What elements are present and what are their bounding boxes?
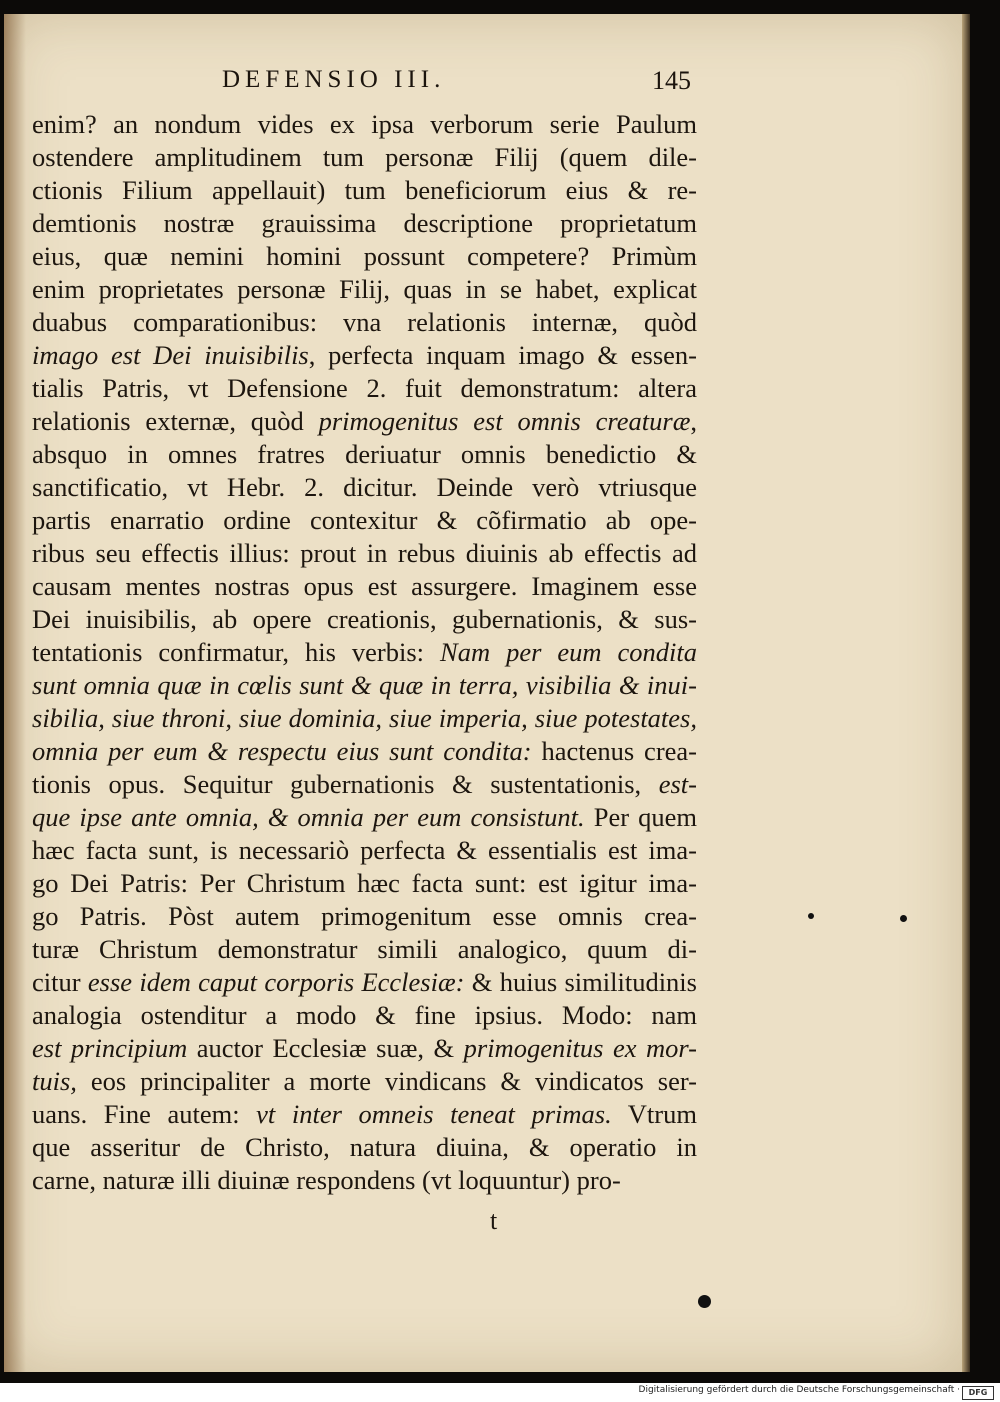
text-line: [32, 372, 697, 405]
text-line: [32, 702, 697, 735]
catchword: t: [490, 1206, 498, 1235]
text-segment: tionis opus. Sequitur gubernationis & sustentationis,: [32, 769, 659, 799]
italic-segment: imago est Dei inuisibilis: [32, 340, 309, 370]
text-segment: ribus seu effectis illius: prout in rebus diuinis ab effectis ad: [32, 538, 697, 568]
text-line: [32, 108, 697, 141]
page-edge: [962, 14, 970, 1372]
text-segment: Vtrum: [611, 1099, 697, 1129]
text-line: [32, 999, 697, 1032]
ink-spot: [808, 913, 814, 919]
text-segment: enim proprietates personæ Filij, quas in se habet, explicat: [32, 274, 697, 304]
italic-segment: vt inter omneis teneat primas.: [256, 1099, 612, 1129]
text-segment: causam mentes nostras opus est assurgere. Imaginem esse: [32, 571, 697, 601]
text-line: [32, 1164, 697, 1197]
text-segment: que asseritur de Christo, natura diuina, & operatio in: [32, 1132, 697, 1162]
text-segment: go Dei Patris: Per Christum hæc facta sunt: est igitur ima-: [32, 868, 697, 898]
text-segment: & huius similitudinis: [464, 967, 697, 997]
text-segment: ctionis Filium appellauit) tum beneficiorum eius & re-: [32, 175, 697, 205]
text-line: [32, 669, 697, 702]
text-line: [32, 867, 697, 900]
text-segment: tentationis confirmatur, his verbis:: [32, 637, 441, 667]
text-line: [32, 834, 697, 867]
text-segment: go Patris. Pòst autem primogenitum esse omnis crea-: [32, 901, 697, 931]
text-line: [32, 801, 697, 834]
text-segment: hactenus crea-: [531, 736, 697, 766]
text-line: [32, 471, 697, 504]
page-number: 145: [652, 66, 691, 95]
text-segment: duabus comparationibus: vna relationis internæ, quòd: [32, 307, 697, 337]
text-line: [32, 537, 697, 570]
text-line: [32, 966, 697, 999]
text-line: [32, 438, 697, 471]
text-line: [32, 1032, 697, 1065]
text-segment: eos principaliter a morte vindicans & vindicatos ser-: [76, 1066, 697, 1096]
footer-bar: [0, 1383, 1000, 1402]
text-line: [32, 603, 697, 636]
text-segment: carne, naturæ illi diuinæ respondens (vt loquuntur) pro-: [32, 1165, 621, 1195]
running-head: DEFENSIO III.: [222, 66, 446, 93]
text-segment: , perfecta inquam imago & essen-: [308, 340, 697, 370]
text-line: [32, 636, 697, 669]
italic-segment: esse idem caput corporis Ecclesiæ:: [87, 967, 465, 997]
text-line: [32, 240, 697, 273]
text-line: [32, 570, 697, 603]
italic-segment: tuis,: [32, 1066, 77, 1096]
text-segment: Per quem: [584, 802, 698, 832]
text-segment: turæ Christum demonstratur simili analogico, quum di-: [32, 934, 697, 964]
digitization-credit: Digitalisierung gefördert durch die Deutsche Forschungsgemeinschaft ·: [638, 1385, 960, 1395]
text-segment: analogia ostenditur a modo & fine ipsius. Modo: nam: [32, 1000, 697, 1030]
italic-segment: sibilia, siue throni, siue dominia, siue imperia, siue potestates,: [32, 703, 697, 733]
dfg-logo: DFG: [962, 1386, 994, 1400]
text-line: [32, 768, 697, 801]
italic-segment: que ipse ante omnia, & omnia per eum consistunt.: [32, 802, 585, 832]
text-segment: relationis externæ, quòd: [32, 406, 319, 436]
text-line: [32, 141, 697, 174]
italic-segment: primogenitus est omnis creaturæ: [318, 406, 691, 436]
text-line: [32, 174, 697, 207]
text-segment: Dei inuisibilis, ab opere creationis, gubernationis, & sus-: [32, 604, 697, 634]
italic-segment: omnia per eum & respectu eius sunt condita:: [32, 736, 532, 766]
text-line: [32, 504, 697, 537]
text-segment: ,: [690, 406, 697, 436]
text-line: [32, 339, 697, 372]
text-segment: citur: [32, 967, 88, 997]
text-segment: partis enarratio ordine contexitur & cõfirmatio ab ope-: [32, 505, 697, 535]
text-segment: demtionis nostræ grauissima descriptione proprietatum: [32, 208, 697, 238]
page-gutter-shadow: [4, 14, 26, 1372]
text-line: [32, 1065, 697, 1098]
text-line: [32, 207, 697, 240]
text-line: [32, 306, 697, 339]
text-line: [32, 933, 697, 966]
text-line: [32, 273, 697, 306]
text-segment: ostendere amplitudinem tum personæ Filij (quem dile-: [32, 142, 697, 172]
text-line: [32, 900, 697, 933]
text-segment: tialis Patris, vt Defensione 2. fuit demonstratum: altera: [32, 373, 697, 403]
text-segment: auctor Ecclesiæ suæ, &: [187, 1033, 464, 1063]
ink-spot: [900, 915, 907, 922]
italic-segment: primogenitus ex mor-: [463, 1033, 698, 1063]
italic-segment: est-: [658, 769, 697, 799]
text-line: [32, 1098, 697, 1131]
text-line: [32, 405, 697, 438]
body-text: [32, 108, 697, 1197]
italic-segment: sunt omnia quæ in cœlis sunt & quæ in terra, visibilia & inui-: [32, 670, 697, 700]
text-segment: uans. Fine autem:: [32, 1099, 257, 1129]
text-segment: enim? an nondum vides ex ipsa verborum serie Paulum: [32, 109, 697, 139]
text-segment: eius, quæ nemini homini possunt competere? Primùm: [32, 241, 697, 271]
ink-spot: [698, 1295, 711, 1308]
italic-segment: est principium: [32, 1033, 188, 1063]
text-segment: hæc facta sunt, is necessariò perfecta & essentialis est ima-: [32, 835, 697, 865]
text-segment: absquo in omnes fratres deriuatur omnis benedictio &: [32, 439, 697, 469]
italic-segment: Nam per eum condita: [440, 637, 697, 667]
text-segment: sanctificatio, vt Hebr. 2. dicitur. Deinde verò vtriusque: [32, 472, 697, 502]
text-line: [32, 1131, 697, 1164]
text-line: [32, 735, 697, 768]
